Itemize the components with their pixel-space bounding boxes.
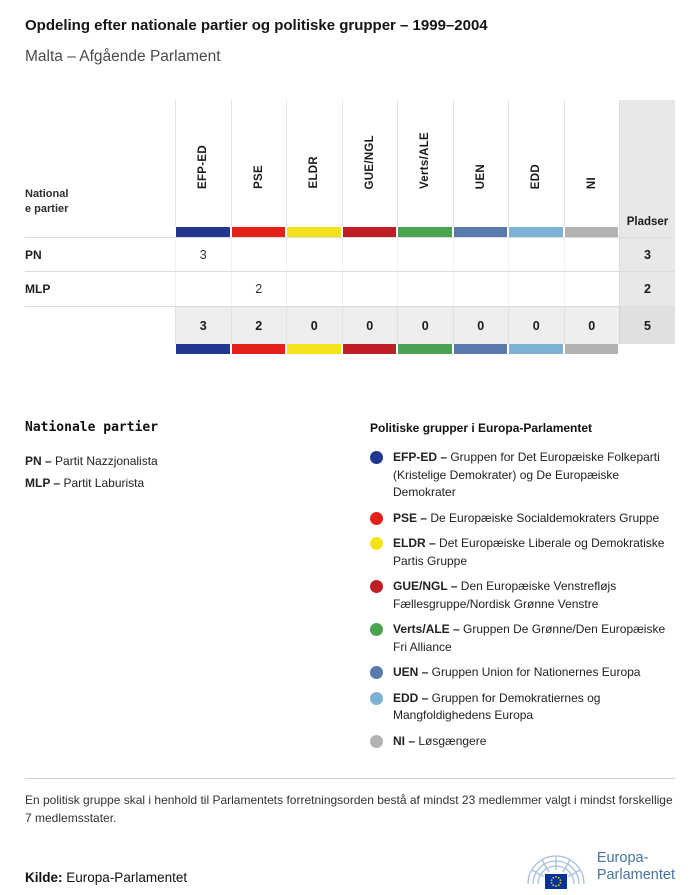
political-group-text xyxy=(393,535,675,570)
political-group-name: Det Europæiske Liberale og Demokratiske Partis Gruppe xyxy=(393,536,665,568)
seat-value-cell xyxy=(286,237,342,271)
group-column-header-PSE xyxy=(231,100,287,227)
column-total: 0 xyxy=(564,306,620,344)
grand-total-seats: 5 xyxy=(619,306,675,344)
group-column-label: ELDR xyxy=(308,156,321,189)
political-group-text xyxy=(393,690,675,725)
political-group-name: Gruppen De Grønne/Den Europæiske Fri Alliance xyxy=(393,622,666,654)
national-parties-legend-title: Nationale partier xyxy=(25,420,159,435)
seat-value-cell xyxy=(508,271,564,306)
group-color-bar-cell-ELDR xyxy=(286,227,342,237)
group-color-bar xyxy=(287,344,341,354)
group-color-dot xyxy=(370,451,383,464)
footer-divider xyxy=(25,778,675,779)
group-color-bar-cell-GUE-NGL xyxy=(342,227,398,237)
group-color-bar-cell-PSE xyxy=(231,344,287,354)
national-parties-legend xyxy=(25,420,370,758)
political-group-item xyxy=(370,664,675,682)
party-name: MLP xyxy=(25,271,175,306)
group-color-bar xyxy=(176,227,230,237)
bar-row-spacer xyxy=(25,344,175,354)
column-total: 2 xyxy=(231,306,287,344)
political-group-text xyxy=(393,664,640,682)
group-color-bar-cell-PSE xyxy=(231,227,287,237)
row-axis-label-line: National xyxy=(25,188,69,200)
political-group-item xyxy=(370,535,675,570)
group-column-label: UEN xyxy=(474,163,487,189)
national-party-abbr: PN – xyxy=(25,454,52,468)
column-total: 0 xyxy=(342,306,398,344)
group-column-header-UEN xyxy=(453,100,509,227)
group-color-bar-cell-EDD xyxy=(508,344,564,354)
group-column-header-EDD xyxy=(508,100,564,227)
political-group-text xyxy=(393,449,675,502)
group-column-label: EFP-ED xyxy=(197,145,210,189)
column-total: 0 xyxy=(397,306,453,344)
seat-value-cell xyxy=(231,237,287,271)
national-parties-list xyxy=(25,450,370,494)
group-color-dot xyxy=(370,623,383,636)
bar-row-spacer xyxy=(25,227,175,237)
group-color-bar xyxy=(176,344,230,354)
group-color-bar-cell-ELDR xyxy=(286,344,342,354)
group-color-bar xyxy=(509,344,563,354)
group-color-bar xyxy=(509,227,563,237)
political-groups-legend xyxy=(370,420,675,758)
group-color-bar-cell-GUE-NGL xyxy=(342,344,398,354)
group-color-bar xyxy=(343,344,397,354)
political-group-item xyxy=(370,733,675,751)
political-group-item xyxy=(370,690,675,725)
political-group-item xyxy=(370,510,675,528)
seat-value-cell: 3 xyxy=(175,237,231,271)
group-column-header-Verts-ALE xyxy=(397,100,453,227)
column-total: 0 xyxy=(286,306,342,344)
group-color-bar-cell-UEN xyxy=(453,227,509,237)
national-party-item xyxy=(25,450,370,472)
political-group-item xyxy=(370,578,675,613)
logo-wordmark xyxy=(597,850,675,884)
group-column-label: GUE/NGL xyxy=(363,134,376,189)
political-groups-legend-title: Politiske grupper i Europa-Parlamentet xyxy=(370,421,593,435)
column-total: 0 xyxy=(453,306,509,344)
group-color-bar xyxy=(343,227,397,237)
political-group-name: Løsgængere xyxy=(415,733,487,748)
political-group-name: Gruppen for Det Europæiske Folkeparti (Kristelige Demokrater) og De Europæiske Demokrater xyxy=(393,450,660,499)
political-group-abbr: ELDR – xyxy=(393,536,436,550)
group-color-bar xyxy=(232,227,286,237)
source-line xyxy=(25,870,187,891)
seat-value-cell xyxy=(453,237,509,271)
group-color-bar xyxy=(398,227,452,237)
seat-value-cell xyxy=(453,271,509,306)
group-color-dot xyxy=(370,580,383,593)
seats-column-label: Pladser xyxy=(626,216,669,228)
political-group-item xyxy=(370,449,675,502)
political-group-abbr: EFP-ED – xyxy=(393,450,448,464)
group-color-dot xyxy=(370,666,383,679)
source-value: Europa-Parlamentet xyxy=(66,870,188,885)
group-column-header-EFP-ED xyxy=(175,100,231,227)
column-total: 3 xyxy=(175,306,231,344)
seat-value-cell xyxy=(342,271,398,306)
political-group-abbr: UEN – xyxy=(393,665,429,679)
eu-parliament-logo xyxy=(523,843,675,891)
group-column-label: PSE xyxy=(252,165,265,189)
logo-wordmark-line2: Parlamentet xyxy=(596,867,675,883)
political-group-abbr: NI – xyxy=(393,733,416,748)
seat-value-cell xyxy=(175,271,231,306)
political-group-abbr: GUE/NGL – xyxy=(393,579,458,593)
national-party-abbr: MLP – xyxy=(25,476,61,490)
legend-section xyxy=(25,420,675,758)
footer xyxy=(25,843,675,891)
political-group-text xyxy=(393,510,659,528)
row-axis-label-line: e partier xyxy=(25,203,69,215)
political-group-name: Den Europæiske Venstrefløjs Fællesgruppe/Nordisk Grønne Venstre xyxy=(393,579,617,611)
source-label: Kilde: xyxy=(25,870,63,885)
political-group-abbr: Verts/ALE – xyxy=(393,622,460,636)
group-column-header-ELDR xyxy=(286,100,342,227)
group-color-dot xyxy=(370,735,383,748)
political-group-text xyxy=(393,621,675,656)
group-color-dot xyxy=(370,537,383,550)
rules-note: En politisk gruppe skal i henhold til Parlamentets forretningsorden bestå af mindst 23 medlemmer valgt i mindst forskellige 7 medlemsstater. xyxy=(25,793,673,825)
group-color-bar xyxy=(565,227,619,237)
political-group-name: Gruppen Union for Nationernes Europa xyxy=(428,665,641,679)
seats-table xyxy=(25,100,675,354)
group-color-bar-cell-NI xyxy=(564,344,620,354)
group-color-bar xyxy=(232,344,286,354)
political-group-text xyxy=(393,578,675,613)
national-party-item xyxy=(25,472,370,494)
row-seats-total: 2 xyxy=(619,271,675,306)
group-color-bar xyxy=(454,227,508,237)
group-color-bar-cell-EFP-ED xyxy=(175,344,231,354)
group-column-label: EDD xyxy=(530,163,543,189)
group-color-dot xyxy=(370,692,383,705)
seat-value-cell xyxy=(286,271,342,306)
group-color-bar-cell-NI xyxy=(564,227,620,237)
national-parties-column-header xyxy=(25,100,175,227)
national-party-name: Partit Laburista xyxy=(60,476,145,490)
group-color-bar-cell-EDD xyxy=(508,227,564,237)
group-color-bar xyxy=(287,227,341,237)
group-color-bar xyxy=(454,344,508,354)
bar-row-spacer xyxy=(619,344,675,354)
political-group-name: De Europæiske Socialdemokraters Gruppe xyxy=(427,510,660,525)
group-color-bar-cell-Verts-ALE xyxy=(397,344,453,354)
seat-value-cell xyxy=(397,271,453,306)
group-column-label: NI xyxy=(585,176,598,189)
seats-column-header xyxy=(619,100,675,237)
group-color-dot xyxy=(370,512,383,525)
logo-wordmark-line1: Europa- xyxy=(596,850,649,866)
group-color-bar-cell-UEN xyxy=(453,344,509,354)
group-color-bar xyxy=(565,344,619,354)
seat-value-cell xyxy=(342,237,398,271)
seat-value-cell xyxy=(397,237,453,271)
group-column-label: Verts/ALE xyxy=(419,131,432,189)
column-total: 0 xyxy=(508,306,564,344)
group-color-bar xyxy=(398,344,452,354)
group-column-header-GUE-NGL xyxy=(342,100,398,227)
political-group-item xyxy=(370,621,675,656)
seat-value-cell xyxy=(508,237,564,271)
seat-value-cell xyxy=(564,237,620,271)
group-color-bar-cell-EFP-ED xyxy=(175,227,231,237)
political-groups-list xyxy=(370,449,675,750)
totals-row-spacer xyxy=(25,306,175,344)
hemicycle-graphic xyxy=(523,843,589,891)
group-color-bar-cell-Verts-ALE xyxy=(397,227,453,237)
national-party-name: Partit Nazzjonalista xyxy=(51,454,158,468)
seat-value-cell xyxy=(564,271,620,306)
political-group-text xyxy=(393,733,486,751)
political-group-abbr: PSE – xyxy=(393,510,428,525)
page-subtitle: Malta – Afgående Parlament xyxy=(25,48,221,65)
group-column-header-NI xyxy=(564,100,620,227)
political-group-abbr: EDD – xyxy=(393,690,429,705)
row-seats-total: 3 xyxy=(619,237,675,271)
seat-value-cell: 2 xyxy=(231,271,287,306)
political-group-name: Gruppen for Demokratiernes og Mangfoldighedens Europa xyxy=(393,690,601,722)
party-name: PN xyxy=(25,237,175,271)
page-title: Opdeling efter nationale partier og politiske grupper – 1999–2004 xyxy=(25,17,488,34)
